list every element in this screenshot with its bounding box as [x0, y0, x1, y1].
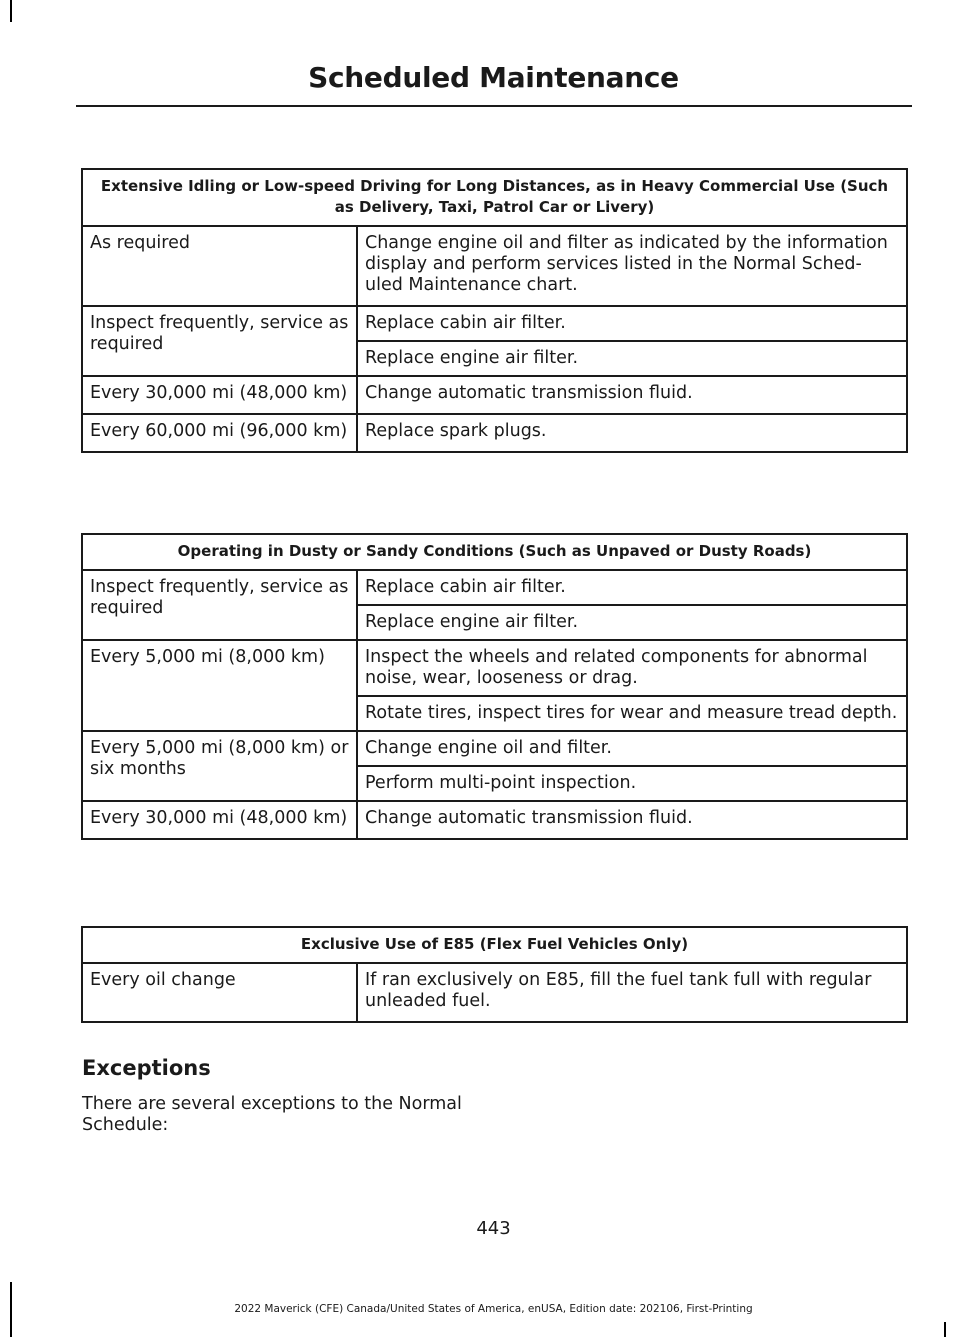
- action-cell: Replace cabin air filter.: [357, 570, 907, 605]
- title-divider: [76, 105, 912, 107]
- table-row: [82, 376, 907, 414]
- heavy-use-maintenance-table: [81, 168, 908, 453]
- exceptions-text: There are several exceptions to the Normal Schedule:: [82, 1094, 462, 1135]
- crop-mark-top-left: [10, 0, 12, 22]
- action-cell: Replace spark plugs.: [357, 414, 907, 452]
- interval-cell: Every 60,000 mi (96,000 km): [82, 414, 357, 452]
- dusty-conditions-maintenance-table: [81, 533, 908, 840]
- interval-cell: As required: [82, 226, 357, 306]
- table-row: [82, 801, 907, 839]
- action-cell: Replace cabin air filter.: [357, 306, 907, 341]
- action-cell: Perform multi-point inspection.: [357, 766, 907, 801]
- action-cell: If ran exclusively on E85, fill the fuel tank full with regular unleaded fuel.: [357, 963, 907, 1022]
- page-title: Scheduled Maintenance: [308, 61, 679, 94]
- exceptions-heading: Exceptions: [82, 1056, 211, 1080]
- table-heading: Exclusive Use of E85 (Flex Fuel Vehicles Only): [82, 927, 907, 963]
- interval-cell: Inspect frequently, service as required: [82, 570, 357, 640]
- table-row: [82, 640, 907, 696]
- edition-footer: 2022 Maverick (CFE) Canada/United States of America, enUSA, Edition date: 202106, First-Printing: [234, 1303, 753, 1315]
- page-number: 443: [476, 1218, 511, 1239]
- table-row: [82, 963, 907, 1022]
- action-cell: Change automatic transmission fluid.: [357, 801, 907, 839]
- interval-cell: Inspect frequently, service as required: [82, 306, 357, 376]
- table-heading: Extensive Idling or Low-speed Driving for Long Distances, as in Heavy Commercial Use (Such as Delivery, Taxi, Patrol Car or Livery): [82, 169, 907, 226]
- action-cell: Change engine oil and filter.: [357, 731, 907, 766]
- table-row: [82, 570, 907, 605]
- action-cell: Change automatic transmission fluid.: [357, 376, 907, 414]
- interval-cell: Every 5,000 mi (8,000 km) or six months: [82, 731, 357, 801]
- interval-cell: Every oil change: [82, 963, 357, 1022]
- e85-maintenance-table: [81, 926, 908, 1023]
- crop-mark-bottom-right: [944, 1322, 946, 1337]
- table-row: [82, 226, 907, 306]
- action-cell: Rotate tires, inspect tires for wear and measure tread depth.: [357, 696, 907, 731]
- table-row: [82, 731, 907, 766]
- interval-cell: Every 30,000 mi (48,000 km): [82, 801, 357, 839]
- table-row: [82, 306, 907, 341]
- table-heading: Operating in Dusty or Sandy Conditions (Such as Unpaved or Dusty Roads): [82, 534, 907, 570]
- table-row: [82, 414, 907, 452]
- interval-cell: Every 30,000 mi (48,000 km): [82, 376, 357, 414]
- interval-cell: Every 5,000 mi (8,000 km): [82, 640, 357, 731]
- action-cell: Change engine oil and filter as indicated by the information display and perform services listed in the Normal Sched-uled Maintenance chart.: [357, 226, 907, 306]
- action-cell: Inspect the wheels and related components for abnormal noise, wear, looseness or drag.: [357, 640, 907, 696]
- action-cell: Replace engine air filter.: [357, 341, 907, 376]
- action-cell: Replace engine air filter.: [357, 605, 907, 640]
